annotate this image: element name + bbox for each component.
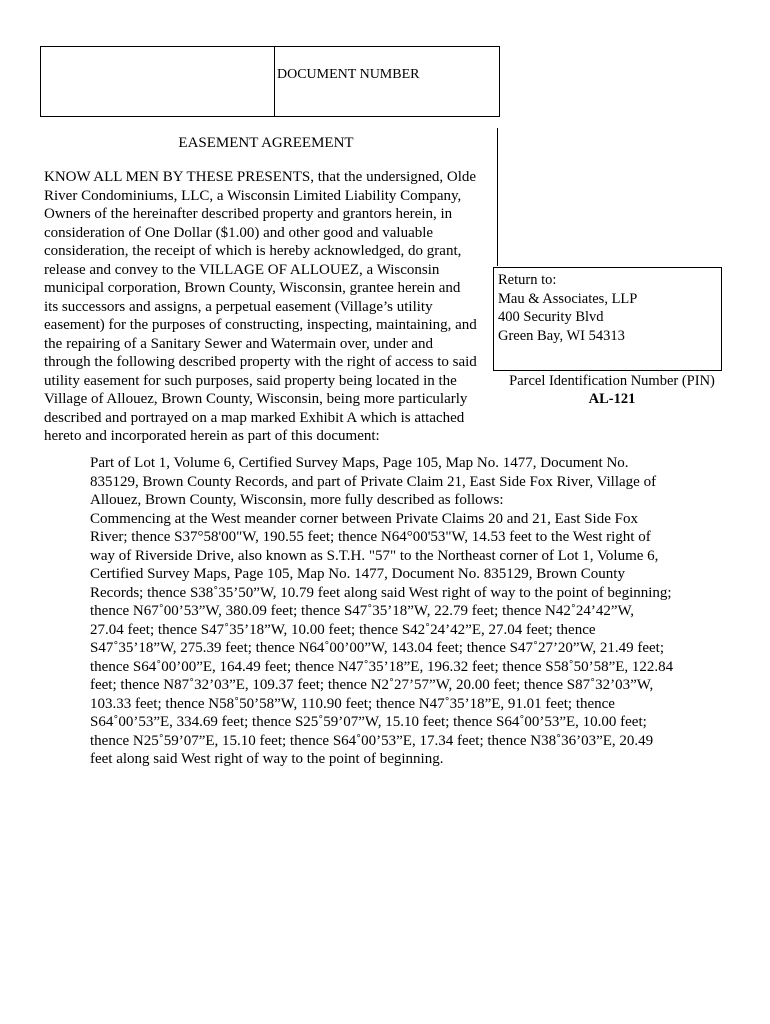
legal-line: way of Riverside Drive, also known as S.T.H. "57" to the Northeast corner of Lot 1, Volume 6, <box>90 547 659 564</box>
return-to-line: Mau & Associates, LLP <box>498 290 638 307</box>
legal-line: thence N67˚00’53”W, 380.09 feet; thence S47˚35’18”W, 22.79 feet; thence N42˚24’42”W, <box>90 603 635 619</box>
document-number-divider <box>274 47 275 116</box>
legal-line: River; thence S37°58'00"W, 190.55 feet; thence N64°00'53"W, 14.53 feet to the West right of <box>90 529 651 545</box>
return-to-label: Return to: <box>498 272 557 288</box>
legal-line: Certified Survey Maps, Page 105, Map No. 1477, Document No. 835129, Brown County <box>90 566 625 582</box>
return-to-line: 400 Security Blvd <box>498 309 604 325</box>
legal-line: thence S64˚00’00”E, 164.49 feet; thence N47˚35’18”E, 196.32 feet; thence S58˚50’58”E, 122.84 <box>90 658 674 675</box>
legal-line: 103.33 feet; thence N58˚50’58”W, 110.90 feet; thence N47˚35’18”E, 91.01 feet; thence <box>90 695 615 712</box>
return-to-line: Green Bay, WI 54313 <box>498 327 625 344</box>
legal-line: Allouez, Brown County, Wisconsin, more fully described as follows: <box>90 492 504 508</box>
legal-line: Commencing at the West meander corner between Private Claims 20 and 21, East Side Fox <box>90 510 638 527</box>
legal-line: S47˚35’18”W, 275.39 feet; thence N64˚00’00”W, 143.04 feet; thence S47˚27’20”W, 21.49 feet; <box>90 640 665 656</box>
legal-line: thence N25˚59’07”E, 15.10 feet; thence S64˚00’53”E, 17.34 feet; thence N38˚36’03”E, 20.49 <box>90 732 654 749</box>
grant-paragraph <box>44 168 494 446</box>
legal-line: Part of Lot 1, Volume 6, Certified Survey Maps, Page 105, Map No. 1477, Document No. <box>90 455 629 471</box>
grant-line: described and portrayed on a map marked Exhibit A which is attached <box>44 409 465 426</box>
grant-line: release and convey to the VILLAGE OF ALLOUEZ, a Wisconsin <box>44 261 440 278</box>
document-number-label: DOCUMENT NUMBER <box>277 67 420 82</box>
legal-line: feet; thence N87˚32’03”E, 109.37 feet; thence N2˚27’57”W, 20.00 feet; thence S87˚32’03”W, <box>90 677 654 693</box>
legal-description <box>90 454 730 769</box>
grant-line: KNOW ALL MEN BY THESE PRESENTS, that the undersigned, Olde <box>44 169 477 185</box>
grant-line: its successors and assigns, a perpetual easement (Village’s utility <box>44 298 433 315</box>
document-number-box <box>40 46 500 117</box>
grant-line: River Condominiums, LLC, a Wisconsin Limited Liability Company, <box>44 187 462 204</box>
grant-line: Owners of the hereinafter described property and grantors herein, in <box>44 206 453 222</box>
grant-line: utility easement for such purposes, said property being located in the <box>44 372 457 389</box>
legal-line: 835129, Brown County Records, and part of Private Claim 21, East Side Fox River, Village of <box>90 473 657 490</box>
grant-line: hereto and incorporated herein as part of this document: <box>44 428 380 444</box>
parcel-id-label: Parcel Identification Number (PIN) <box>509 373 715 389</box>
grant-line: easement) for the purposes of constructing, inspecting, maintaining, and <box>44 317 477 333</box>
column-divider <box>497 128 498 266</box>
grant-line: Village of Allouez, Brown County, Wisconsin, being more particularly <box>44 391 468 407</box>
parcel-id-value: AL-121 <box>588 391 636 407</box>
grant-line: through the following described property with the right of access to said <box>44 354 477 370</box>
grant-line: consideration, the receipt of which is hereby acknowledged, do grant, <box>44 243 462 259</box>
document-title: EASEMENT AGREEMENT <box>178 135 354 151</box>
grant-line: municipal corporation, Brown County, Wisconsin, grantee herein and <box>44 280 461 296</box>
legal-line: S64˚00’53”E, 334.69 feet; thence S25˚59’07”W, 15.10 feet; thence S64˚00’53”E, 10.00 feet; <box>90 714 647 730</box>
grant-line: the repairing of a Sanitary Sewer and Watermain over, under and <box>44 335 434 352</box>
grant-line: consideration of One Dollar ($1.00) and other good and valuable <box>44 224 434 241</box>
legal-line: Records; thence S38˚35’50”W, 10.79 feet along said West right of way to the point of beginning; <box>90 584 672 601</box>
legal-line: 27.04 feet; thence S47˚35’18”W, 10.00 feet; thence S42˚24’42”E, 27.04 feet; thence <box>90 621 596 638</box>
return-to-box <box>493 267 722 371</box>
legal-line: feet along said West right of way to the point of beginning. <box>90 751 444 767</box>
